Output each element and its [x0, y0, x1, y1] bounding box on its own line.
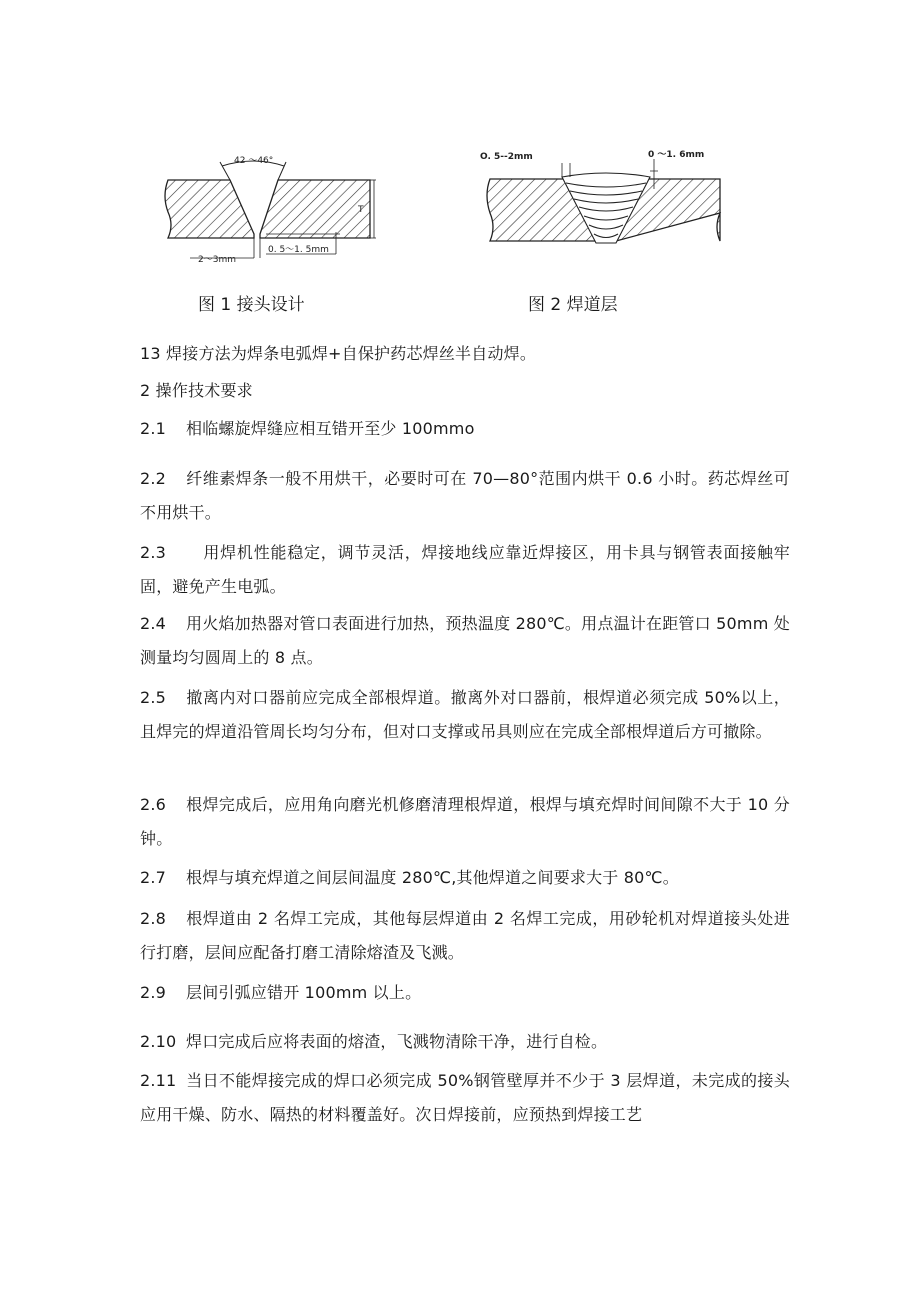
- paragraph-text: 相临螺旋焊缝应相互错开至少 100mmo: [186, 419, 475, 438]
- paragraph-number: 2.3: [140, 543, 167, 562]
- paragraph-2-3: [140, 536, 790, 604]
- root-face-label: 0. 5～1. 5mm: [268, 245, 329, 255]
- paragraph-text: 层间引弧应错开 100mm 以上。: [186, 983, 422, 1002]
- joint-design-diagram: [160, 150, 364, 270]
- paragraph-number: 2.5: [140, 688, 167, 707]
- figure2-caption: 图 2 焊道层: [528, 295, 618, 315]
- paragraph-2-9: [140, 976, 790, 1010]
- paragraph-text: 13 焊接方法为焊条电弧焊+自保护药芯焊丝半自动焊。: [140, 344, 537, 363]
- figure-weld-layers: [478, 145, 728, 255]
- paragraph-text: 用焊机性能稳定，调节灵活，焊接地线应靠近焊接区，用卡具与钢管表面接触牢固，避免产生电弧。: [140, 543, 790, 596]
- paragraph-text: 当日不能焊接完成的焊口必须完成 50%钢管壁厚并不少于 3 层焊道，未完成的接头应用干燥、防水、隔热的材料覆盖好。次日焊接前，应预热到焊接工艺: [140, 1071, 790, 1124]
- paragraph-2-4: [140, 607, 790, 675]
- left-plate: [165, 180, 254, 238]
- paragraph-number: 2.1: [140, 419, 167, 438]
- paragraph-number: 2.9: [140, 983, 167, 1002]
- reinforcement-label: 0 ～1. 6mm: [648, 150, 705, 160]
- paragraph-2-2: [140, 462, 790, 530]
- paragraph-text: 根焊道由 2 名焊工完成，其他每层焊道由 2 名焊工完成，用砂轮机对焊道接头处进行打磨，层间应配备打磨工清除熔渣及飞溅。: [140, 909, 790, 962]
- paragraph-text: 根焊与填充焊道之间层间温度 280℃,其他焊道之间要求大于 80℃。: [186, 868, 679, 887]
- section-heading: [140, 374, 790, 408]
- paragraph-number: 2.4: [140, 614, 167, 633]
- weld-layers-diagram: [478, 145, 728, 255]
- paragraph-2-7: [140, 861, 790, 895]
- paragraph-text: 2 操作技术要求: [140, 381, 253, 400]
- paragraph-2-1: [140, 412, 790, 446]
- figure1-caption: 图 1 接头设计: [198, 295, 305, 315]
- paragraph-text: 焊口完成后应将表面的熔渣，飞溅物清除干净，进行自检。: [186, 1032, 608, 1051]
- paragraph-text: 撤离内对口器前应完成全部根焊道。撤离外对口器前，根焊道必须完成 50%以上，且焊完的焊道沿管周长均匀分布，但对口支撑或吊具则应在完成全部根焊道后方可撤除。: [140, 688, 790, 741]
- paragraph-number: 2.2: [140, 469, 167, 488]
- paragraph-number: 2.8: [140, 909, 167, 928]
- paragraph-text: 根焊完成后，应用角向磨光机修磨清理根焊道，根焊与填充焊时间间隙不大于 10 分钟。: [140, 795, 790, 848]
- paragraph-welding-method: [140, 337, 790, 371]
- figure-joint-design: [160, 150, 364, 270]
- paragraph-2-10: [140, 1025, 790, 1059]
- paragraph-number: 2.11: [140, 1071, 177, 1090]
- root-gap-label: 2～3mm: [198, 255, 236, 265]
- right-plate: [260, 180, 370, 238]
- paragraph-text: 纤维素焊条一般不用烘干，必要时可在 70—80°范围内烘干 0.6 小时。药芯焊丝可不用烘干。: [140, 469, 790, 522]
- paragraph-number: 2.6: [140, 795, 167, 814]
- paragraph-number: 2.10: [140, 1032, 177, 1051]
- paragraph-2-8: [140, 902, 790, 970]
- paragraph-text: 用火焰加热器对管口表面进行加热，预热温度 280℃。用点温计在距管口 50mm 处测量均匀圆周上的 8 点。: [140, 614, 790, 667]
- paragraph-number: 2.7: [140, 868, 167, 887]
- paragraph-2-5: [140, 681, 790, 749]
- angle-label: 42 ～46°: [234, 156, 274, 166]
- paragraph-2-6: [140, 788, 790, 856]
- thickness-label: T: [358, 205, 364, 215]
- paragraph-2-11: [140, 1064, 790, 1132]
- cap-width-label: O. 5--2mm: [480, 152, 533, 162]
